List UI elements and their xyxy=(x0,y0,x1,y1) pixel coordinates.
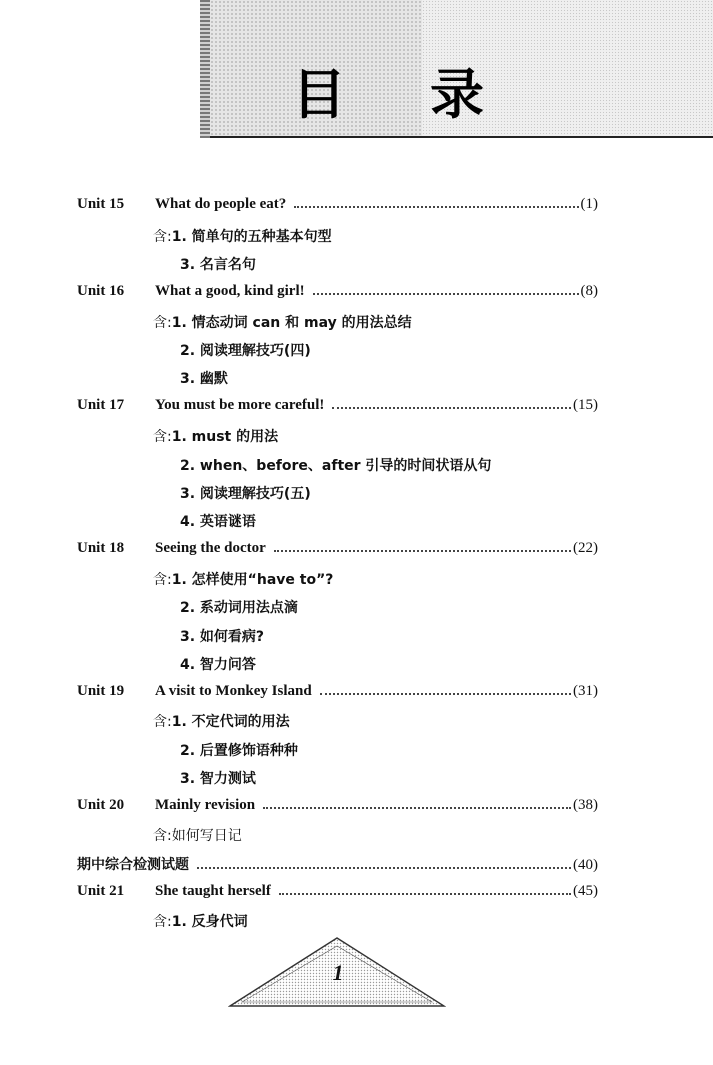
unit-label: Unit 19 xyxy=(77,683,125,699)
subitem-text: 2. 后置修饰语种种 xyxy=(180,743,298,759)
unit-label: Unit 15 xyxy=(77,196,125,212)
page-title-char-2: 录 xyxy=(430,63,484,126)
dot-leader xyxy=(274,550,571,552)
toc-entry-unit-21[interactable] xyxy=(0,883,713,907)
page-ref: (22) xyxy=(573,540,598,556)
toc-line xyxy=(155,283,598,300)
subitem-text: 如何写日记 xyxy=(171,828,242,844)
page-ref: (40) xyxy=(573,857,598,873)
subitem-text: 1. 怎样使用“have to”? xyxy=(171,572,334,588)
contains-label: 含: xyxy=(153,315,172,331)
toc-subitem xyxy=(180,483,311,503)
toc-line xyxy=(155,397,598,414)
toc-subitem xyxy=(180,740,298,760)
toc-entry-unit-20[interactable] xyxy=(0,797,713,821)
unit-title: Seeing the doctor xyxy=(155,540,266,556)
unit-title: A visit to Monkey Island xyxy=(155,683,312,699)
dot-leader xyxy=(279,893,571,895)
page-ref: (31) xyxy=(573,683,598,699)
subitem-text: 1. must 的用法 xyxy=(171,429,279,445)
subitem-text: 2. when、before、after 引导的时间状语从句 xyxy=(180,458,492,474)
subitem-text: 1. 简单句的五种基本句型 xyxy=(171,229,332,245)
toc-subitem xyxy=(180,455,491,475)
toc-subitem xyxy=(153,569,333,589)
contains-label: 含: xyxy=(153,572,172,588)
toc-entry-unit-19[interactable] xyxy=(0,683,713,707)
toc-subitem xyxy=(180,597,298,617)
unit-title: What a good, kind girl! xyxy=(155,283,305,299)
toc-subitem xyxy=(153,426,278,446)
unit-title: You must be more careful! xyxy=(155,397,325,413)
toc-line xyxy=(155,196,598,213)
dot-leader xyxy=(332,407,571,409)
contains-label: 含: xyxy=(153,828,172,844)
page-ref: (45) xyxy=(573,883,598,899)
section-title: 期中综合检测试题 xyxy=(77,857,189,873)
toc-entry-unit-17[interactable] xyxy=(0,397,713,421)
toc-subitem xyxy=(153,911,248,931)
contains-label: 含: xyxy=(153,229,172,245)
contains-label: 含: xyxy=(153,914,172,930)
toc-subitem xyxy=(180,626,264,646)
toc-entry-unit-18[interactable] xyxy=(0,540,713,564)
contains-label: 含: xyxy=(153,714,172,730)
subitem-text: 3. 幽默 xyxy=(180,371,228,387)
subitem-text: 1. 反身代词 xyxy=(171,914,248,930)
unit-title: Mainly revision xyxy=(155,797,256,813)
subitem-text: 1. 不定代词的用法 xyxy=(171,714,290,730)
toc-entry-unit-16[interactable] xyxy=(0,283,713,307)
unit-label: Unit 20 xyxy=(77,797,125,813)
subitem-text: 3. 如何看病? xyxy=(180,629,265,645)
page-number: 1 xyxy=(332,960,344,985)
toc-entry-unit-15[interactable] xyxy=(0,196,713,220)
toc-line xyxy=(155,883,598,900)
subitem-text: 2. 系动词用法点滴 xyxy=(180,600,298,616)
page-title-char-1: 目 xyxy=(292,63,346,126)
page-ref: (15) xyxy=(573,397,598,413)
unit-label: Unit 17 xyxy=(77,397,125,413)
subitem-text: 3. 阅读理解技巧(五) xyxy=(180,486,311,502)
unit-title: She taught herself xyxy=(155,883,271,899)
dot-leader xyxy=(313,293,579,295)
toc-subitem xyxy=(153,711,290,731)
subitem-text: 2. 阅读理解技巧(四) xyxy=(180,343,311,359)
toc-subitem xyxy=(180,768,256,788)
page-number-ornament xyxy=(228,936,446,1008)
banner-rule xyxy=(210,136,713,138)
toc-subitem xyxy=(180,368,228,388)
unit-label: Unit 18 xyxy=(77,540,125,556)
toc-subitem xyxy=(180,254,256,274)
subitem-text: 3. 智力测试 xyxy=(180,771,256,787)
toc-entry-midterm-test[interactable] xyxy=(0,854,713,878)
subitem-text: 4. 智力问答 xyxy=(180,657,256,673)
subitem-text: 4. 英语谜语 xyxy=(180,514,256,530)
toc-line xyxy=(155,540,598,557)
dot-leader xyxy=(197,867,571,869)
page-ref: (38) xyxy=(573,797,598,813)
toc-subitem xyxy=(180,340,311,360)
contains-label: 含: xyxy=(153,429,172,445)
page-ref: (8) xyxy=(580,283,598,299)
header-banner xyxy=(200,0,713,140)
unit-label: Unit 21 xyxy=(77,883,125,899)
dot-leader xyxy=(320,693,571,695)
subitem-text: 1. 情态动词 can 和 may 的用法总结 xyxy=(171,315,412,331)
toc-line xyxy=(155,797,598,814)
subitem-text: 3. 名言名句 xyxy=(180,257,256,273)
page-ref: (1) xyxy=(580,196,598,212)
toc-subitem xyxy=(153,312,412,332)
toc-subitem xyxy=(153,825,242,845)
toc-line xyxy=(77,854,598,874)
toc-subitem xyxy=(180,654,256,674)
toc-subitem xyxy=(180,511,256,531)
unit-title: What do people eat? xyxy=(155,196,287,212)
dot-leader xyxy=(263,807,571,809)
toc-line xyxy=(155,683,598,700)
toc-subitem xyxy=(153,226,332,246)
unit-label: Unit 16 xyxy=(77,283,125,299)
dot-leader xyxy=(294,206,578,208)
